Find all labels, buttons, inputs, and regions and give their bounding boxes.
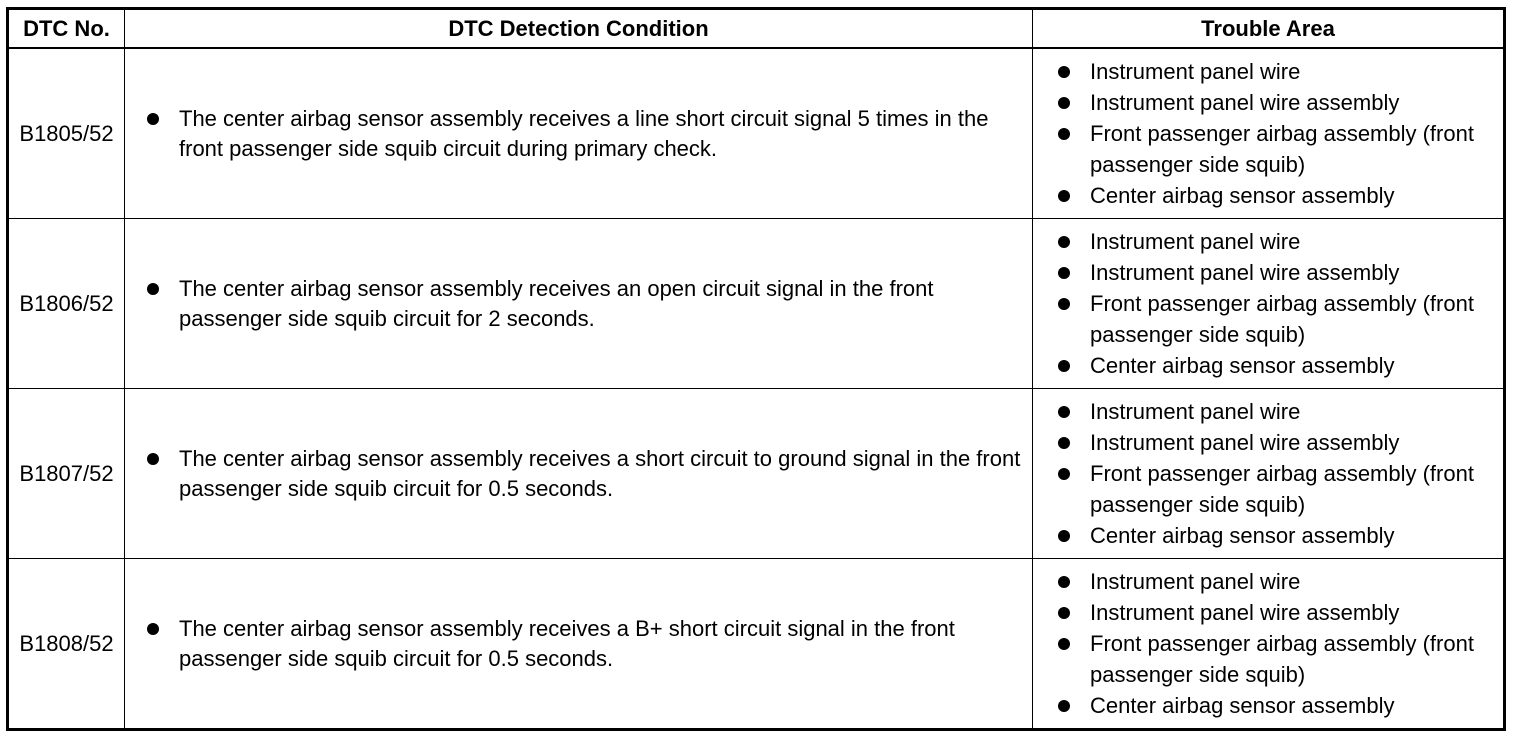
list-item	[1058, 350, 1503, 381]
trouble-item-text: Instrument panel wire	[1090, 229, 1301, 254]
bullet-icon	[1058, 638, 1070, 650]
bullet-icon	[1058, 66, 1070, 78]
bullet-icon	[1058, 700, 1070, 712]
header-detection-condition: DTC Detection Condition	[125, 9, 1033, 49]
detection-condition	[125, 389, 1033, 559]
header-dtc-no: DTC No.	[8, 9, 125, 49]
list-item	[1058, 597, 1503, 628]
list-item	[1058, 288, 1503, 350]
trouble-item-text: Instrument panel wire assembly	[1090, 90, 1400, 115]
bullet-icon	[1058, 97, 1070, 109]
trouble-item-text: Front passenger airbag assembly (front passenger side squib)	[1090, 291, 1474, 347]
dtc-code: B1806/52	[8, 219, 125, 389]
trouble-item-text: Instrument panel wire assembly	[1090, 600, 1400, 625]
trouble-item-text: Instrument panel wire	[1090, 569, 1301, 594]
list-item	[1058, 690, 1503, 721]
list-item	[1058, 118, 1503, 180]
bullet-icon	[1058, 437, 1070, 449]
bullet-icon	[147, 113, 159, 125]
header-row	[8, 9, 1505, 49]
trouble-area	[1033, 389, 1505, 559]
trouble-item-text: Instrument panel wire assembly	[1090, 260, 1400, 285]
list-item	[1058, 566, 1503, 597]
bullet-icon	[147, 283, 159, 295]
bullet-icon	[1058, 576, 1070, 588]
list-item	[1058, 396, 1503, 427]
trouble-item-text: Instrument panel wire	[1090, 399, 1301, 424]
table-row	[8, 559, 1505, 730]
detection-condition	[125, 48, 1033, 219]
list-item	[1058, 520, 1503, 551]
trouble-item-text: Instrument panel wire assembly	[1090, 430, 1400, 455]
bullet-icon	[1058, 128, 1070, 140]
list-item	[1058, 427, 1503, 458]
table-row	[8, 389, 1505, 559]
condition-text: The center airbag sensor assembly receives an open circuit signal in the front passenger side squib circuit for 2 seconds.	[179, 275, 934, 331]
trouble-item-text: Center airbag sensor assembly	[1090, 523, 1395, 548]
detection-condition	[125, 219, 1033, 389]
trouble-item-text: Instrument panel wire	[1090, 59, 1301, 84]
bullet-icon	[1058, 298, 1070, 310]
bullet-icon	[1058, 607, 1070, 619]
list-item	[1058, 628, 1503, 690]
bullet-icon	[147, 453, 159, 465]
trouble-item-text: Center airbag sensor assembly	[1090, 353, 1395, 378]
bullet-icon	[1058, 468, 1070, 480]
bullet-icon	[1058, 530, 1070, 542]
dtc-code: B1805/52	[8, 48, 125, 219]
trouble-item-text: Front passenger airbag assembly (front passenger side squib)	[1090, 121, 1474, 177]
dtc-code: B1808/52	[8, 559, 125, 730]
trouble-item-text: Front passenger airbag assembly (front passenger side squib)	[1090, 461, 1474, 517]
trouble-item-text: Front passenger airbag assembly (front passenger side squib)	[1090, 631, 1474, 687]
dtc-table	[6, 7, 1506, 731]
table-row	[8, 219, 1505, 389]
table-row	[8, 48, 1505, 219]
bullet-icon	[1058, 267, 1070, 279]
list-item	[1058, 56, 1503, 87]
list-item	[1058, 87, 1503, 118]
list-item	[1058, 458, 1503, 520]
trouble-item-text: Center airbag sensor assembly	[1090, 693, 1395, 718]
condition-text: The center airbag sensor assembly receives a line short circuit signal 5 times in the front passenger side squib circuit during primary check.	[179, 105, 989, 161]
trouble-area	[1033, 48, 1505, 219]
bullet-icon	[1058, 406, 1070, 418]
list-item	[1058, 257, 1503, 288]
list-item	[1058, 180, 1503, 211]
dtc-code: B1807/52	[8, 389, 125, 559]
bullet-icon	[147, 623, 159, 635]
detection-condition	[125, 559, 1033, 730]
bullet-icon	[1058, 236, 1070, 248]
trouble-area	[1033, 559, 1505, 730]
condition-text: The center airbag sensor assembly receives a B+ short circuit signal in the front passenger side squib circuit for 0.5 seconds.	[179, 615, 955, 671]
trouble-item-text: Center airbag sensor assembly	[1090, 183, 1395, 208]
condition-text: The center airbag sensor assembly receives a short circuit to ground signal in the front passenger side squib circuit for 0.5 seconds.	[179, 445, 1021, 501]
header-trouble-area: Trouble Area	[1033, 9, 1505, 49]
bullet-icon	[1058, 360, 1070, 372]
bullet-icon	[1058, 190, 1070, 202]
list-item	[1058, 226, 1503, 257]
trouble-area	[1033, 219, 1505, 389]
